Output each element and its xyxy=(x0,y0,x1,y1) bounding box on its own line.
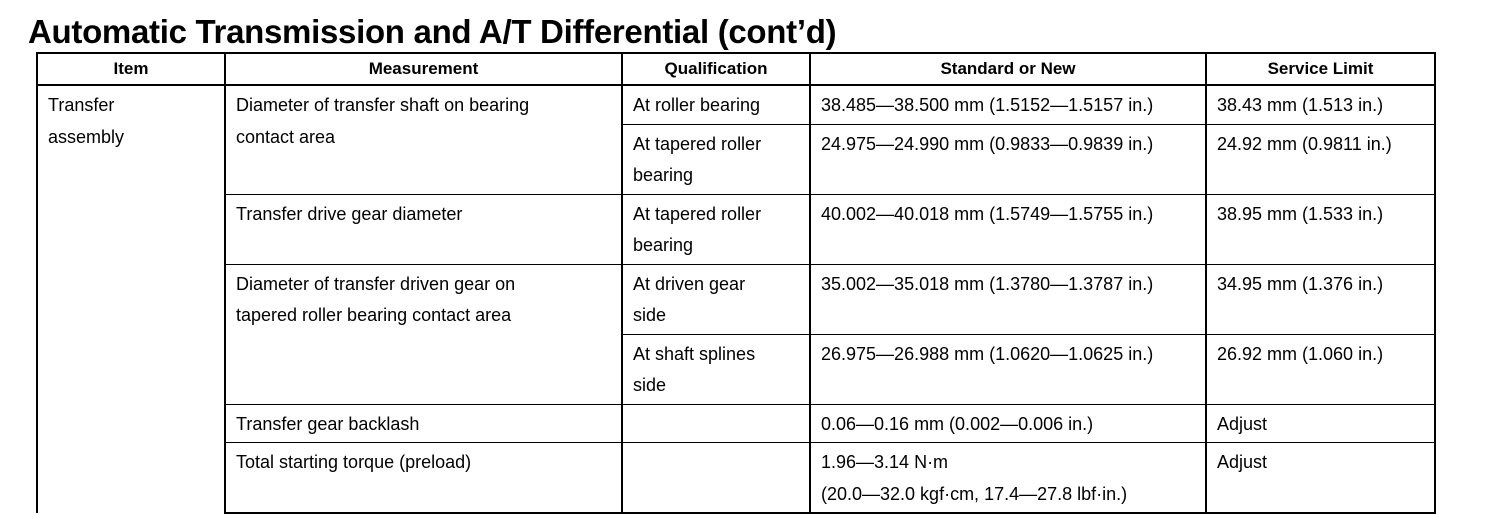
measurement-text: Transfer gear backlash xyxy=(236,413,420,434)
standard-text: 35.002—35.018 mm (1.3780—1.3787 in.) xyxy=(821,273,1154,294)
qualification-text: bearing xyxy=(633,165,694,185)
standard-cell xyxy=(810,443,1206,514)
standard-cell xyxy=(810,85,1206,124)
table-row xyxy=(37,443,1435,514)
table-row xyxy=(37,264,1435,334)
table-header-row xyxy=(37,53,1435,85)
standard-cell xyxy=(810,404,1206,443)
service-limit-cell xyxy=(1206,334,1435,404)
qualification-cell xyxy=(622,85,810,124)
service-limit-cell xyxy=(1206,404,1435,443)
service-limit-text: 38.95 mm (1.533 in.) xyxy=(1217,203,1384,224)
standard-cell xyxy=(810,124,1206,194)
measurement-text: tapered roller bearing contact area xyxy=(236,305,512,325)
service-limit-text: 24.92 mm (0.9811 in.) xyxy=(1217,133,1392,154)
service-limit-text: Adjust xyxy=(1217,413,1268,434)
standard-text: 0.06—0.16 mm (0.002—0.006 in.) xyxy=(821,413,1094,434)
qualification-cell xyxy=(622,443,810,514)
service-limit-cell xyxy=(1206,443,1435,514)
qualification-text: At driven gear xyxy=(633,273,746,294)
standard-text: 1.96—3.14 N·m xyxy=(821,452,949,472)
standard-text: 38.485—38.500 mm (1.5152—1.5157 in.) xyxy=(821,95,1154,115)
standard-text: 24.975—24.990 mm (0.9833—0.9839 in.) xyxy=(821,133,1154,154)
qualification-text: At shaft splines xyxy=(633,343,756,364)
measurement-cell xyxy=(225,404,622,443)
standard-cell xyxy=(810,264,1206,334)
standard-text: 26.975—26.988 mm (1.0620—1.0625 in.) xyxy=(821,343,1154,364)
measurement-cell xyxy=(225,85,622,194)
qualification-cell xyxy=(622,334,810,404)
header-measurement: Measurement xyxy=(225,53,622,85)
service-limit-cell xyxy=(1206,124,1435,194)
service-limit-text: 38.43 mm (1.513 in.) xyxy=(1217,95,1384,115)
standard-text: (20.0—32.0 kgf·cm, 17.4—27.8 lbf·in.) xyxy=(821,483,1128,504)
service-limit-cell xyxy=(1206,85,1435,124)
service-limit-cell xyxy=(1206,194,1435,264)
table-row xyxy=(37,194,1435,264)
header-qualification: Qualification xyxy=(622,53,810,85)
measurement-cell xyxy=(225,443,622,514)
measurement-cell xyxy=(225,264,622,404)
qualification-text: side xyxy=(633,305,667,325)
measurement-text: Diameter of transfer shaft on bearing xyxy=(236,95,530,115)
service-limit-text: Adjust xyxy=(1217,452,1268,472)
standard-text: 40.002—40.018 mm (1.5749—1.5755 in.) xyxy=(821,203,1154,224)
specification-table xyxy=(36,52,1436,514)
qualification-text: At tapered roller xyxy=(633,133,762,154)
service-limit-text: 34.95 mm (1.376 in.) xyxy=(1217,273,1384,294)
measurement-text: Total starting torque (preload) xyxy=(236,452,472,472)
measurement-text: Diameter of transfer driven gear on xyxy=(236,273,516,294)
qualification-text: bearing xyxy=(633,235,694,255)
service-limit-cell xyxy=(1206,264,1435,334)
standard-cell xyxy=(810,334,1206,404)
page-title: Automatic Transmission and A/T Differential (cont’d) xyxy=(28,13,837,50)
qualification-cell xyxy=(622,124,810,194)
qualification-text: side xyxy=(633,375,667,395)
qualification-text: At roller bearing xyxy=(633,95,761,115)
item-cell xyxy=(37,85,225,513)
measurement-cell xyxy=(225,194,622,264)
table-row xyxy=(37,404,1435,443)
qualification-cell xyxy=(622,404,810,443)
service-limit-text: 26.92 mm (1.060 in.) xyxy=(1217,343,1384,364)
standard-cell xyxy=(810,194,1206,264)
qualification-cell xyxy=(622,194,810,264)
measurement-text: Transfer drive gear diameter xyxy=(236,203,463,224)
qualification-cell xyxy=(622,264,810,334)
header-service-limit: Service Limit xyxy=(1206,53,1435,85)
measurement-text: contact area xyxy=(236,126,336,147)
header-item: Item xyxy=(37,53,225,85)
item-label-line2: assembly xyxy=(48,126,125,147)
item-label-line1: Transfer xyxy=(48,95,115,115)
header-standard: Standard or New xyxy=(810,53,1206,85)
table-row xyxy=(37,85,1435,124)
qualification-text: At tapered roller xyxy=(633,203,762,224)
